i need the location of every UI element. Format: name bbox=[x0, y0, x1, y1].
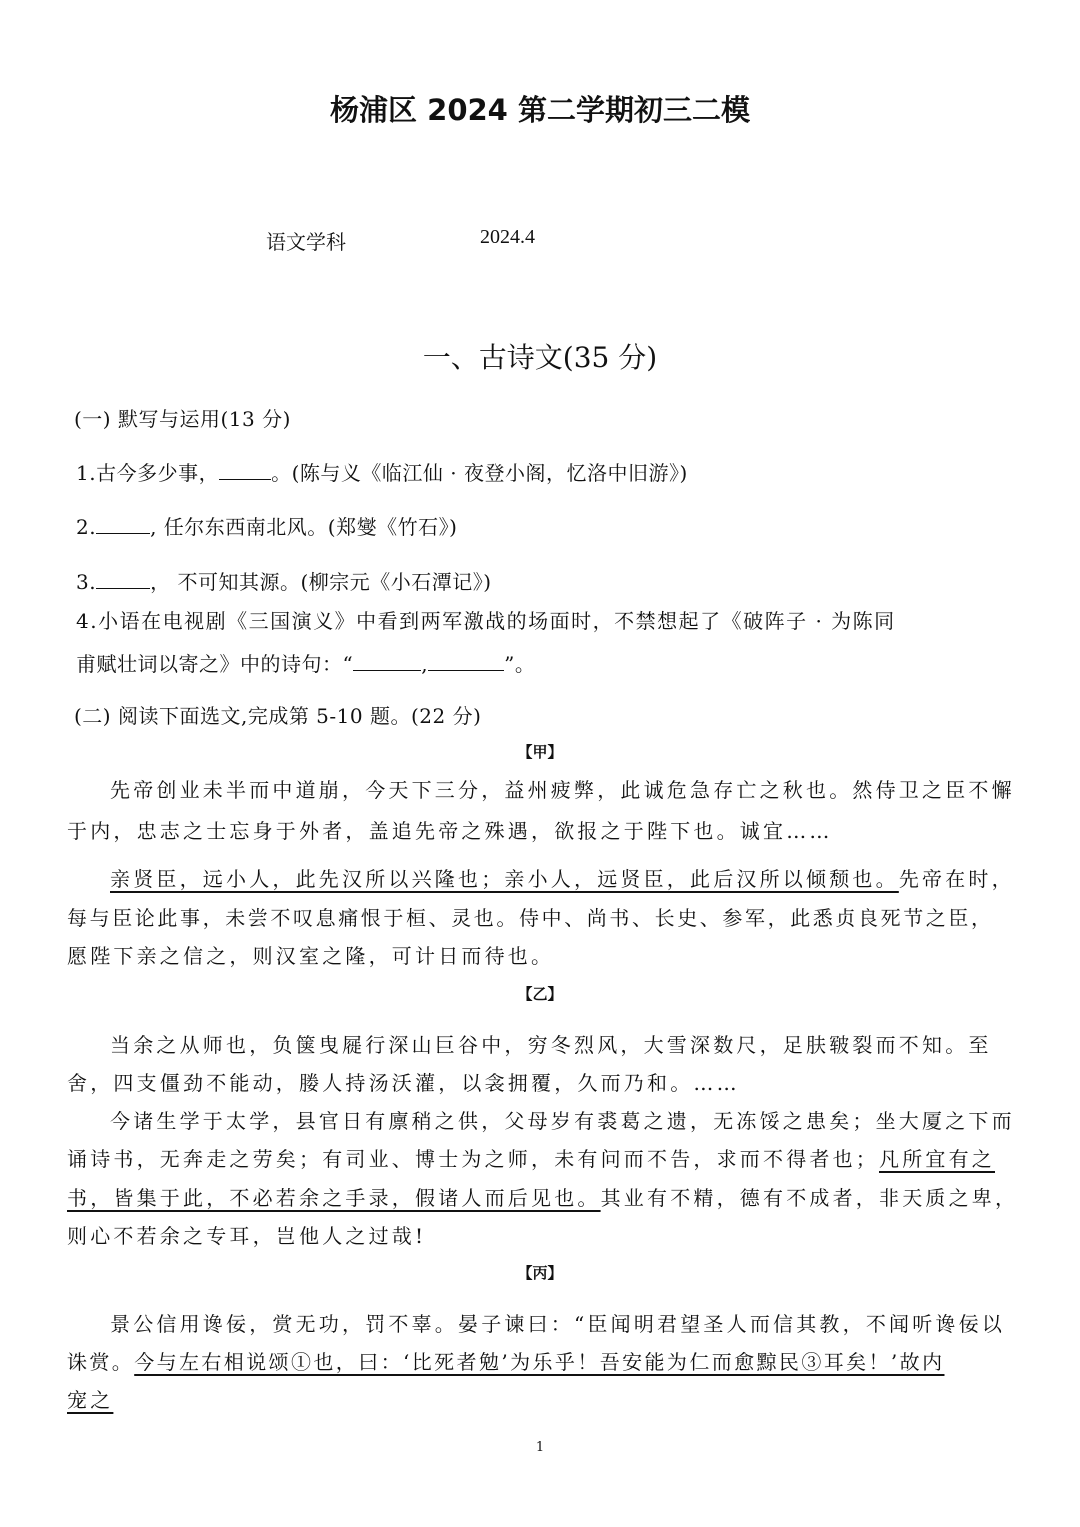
q2-text-b: , 任尔东西南北风。(郑燮《竹石》) bbox=[150, 515, 458, 539]
q3-text-a: 3. bbox=[76, 570, 97, 594]
q1-text-b: 。(陈与义《临江仙 · 夜登小阁，忆洛中旧游》) bbox=[271, 461, 688, 485]
passage-jia-line-3 bbox=[110, 863, 1015, 892]
passage-bing-underlined-a: 今与左右相说颂①也，曰：‘比死者勉’为乐乎！吾安能为仁而愈黥民③耳矣！’故内 bbox=[134, 1350, 945, 1374]
passage-bing-marker: 【丙】 bbox=[517, 1264, 563, 1282]
passage-yi-underlined-b: 书，皆集于此，不必若余之手录，假诸人而后见也。 bbox=[67, 1186, 601, 1210]
q4-text-a: 甫赋壮词以寄之》中的诗句：“ bbox=[76, 652, 354, 676]
question-4-line-2 bbox=[76, 648, 535, 677]
question-3 bbox=[76, 566, 492, 595]
passage-yi-marker: 【乙】 bbox=[517, 985, 563, 1003]
passage-jia-underlined: 亲贤臣，远小人，此先汉所以兴隆也；亲小人，远贤臣，此后汉所以倾颓也。 bbox=[110, 867, 899, 891]
q3-text-b: ， 不可知其源。(柳宗元《小石潭记》) bbox=[150, 570, 492, 594]
passage-jia-line-5: 愿陛下亲之信之，则汉室之隆，可计日而待也。 bbox=[67, 944, 555, 968]
passage-jia-line-2: 于内，忠志之士忘身于外者，盖追先帝之殊遇，欲报之于陛下也。诚宜…… bbox=[67, 819, 833, 843]
passage-yi-line-3: 今诸生学于太学，县官日有廪稍之供，父母岁有裘葛之遗，无冻馁之患矣；坐大厦之下而 bbox=[110, 1109, 1015, 1133]
passage-yi-line-1: 当余之从师也，负箧曳屣行深山巨谷中，穷冬烈风，大雪深数尺，足肤皲裂而不知。至 bbox=[110, 1033, 992, 1057]
passage-jia-line-3-rest: 先帝在时， bbox=[898, 867, 1015, 891]
q2-text-a: 2. bbox=[76, 515, 97, 539]
passage-yi-underlined-a: 凡所宜有之 bbox=[879, 1147, 995, 1171]
passage-jia-line-1: 先帝创业未半而中道崩，今天下三分，益州疲弊，此诚危急存亡之秋也。然侍卫之臣不懈 bbox=[110, 778, 1015, 802]
q4-blank-1[interactable] bbox=[353, 650, 421, 671]
q4-text-c: ”。 bbox=[504, 652, 536, 676]
q2-blank[interactable] bbox=[96, 513, 150, 534]
passage-bing-line-2-text: 诛赏。 bbox=[67, 1350, 135, 1374]
passage-jia-marker: 【甲】 bbox=[517, 743, 563, 761]
passage-jia-line-4: 每与臣论此事，未尝不叹息痛恨于桓、灵也。侍中、尚书、长史、参军，此悉贞良死节之臣， bbox=[67, 906, 994, 930]
question-4-line-1: 4.小语在电视剧《三国演义》中看到两军激战的场面时，不禁想起了《破阵子 · 为陈同 bbox=[76, 609, 896, 633]
passage-bing-underlined-b: 宠之 bbox=[67, 1388, 114, 1412]
q1-text-a: 1.古今多少事， bbox=[76, 461, 220, 485]
exam-date: 2024.4 bbox=[480, 226, 535, 248]
passage-bing-line-3 bbox=[67, 1384, 113, 1413]
passage-yi-line-5 bbox=[67, 1182, 1018, 1211]
part2-heading: (二) 阅读下面选文,完成第 5-10 题。(22 分) bbox=[74, 704, 482, 728]
passage-yi-line-6: 则心不若余之专耳，岂他人之过哉! bbox=[67, 1224, 427, 1248]
passage-yi-line-2: 舍，四支僵劲不能动，媵人持汤沃灌，以衾拥覆，久而乃和。…… bbox=[67, 1071, 740, 1095]
passage-yi-line-5-rest: 其业有不精，德有不成者，非天质之卑， bbox=[600, 1186, 1019, 1210]
passage-yi-line-4-text: 诵诗书，无奔走之劳矣；有司业、博士为之师，未有问而不告，求而不得者也； bbox=[67, 1147, 879, 1171]
passage-bing-line-2 bbox=[67, 1346, 944, 1375]
part1-heading: (一) 默写与运用(13 分) bbox=[74, 407, 291, 431]
q4-comma: , bbox=[421, 652, 429, 676]
q4-blank-2[interactable] bbox=[428, 650, 504, 671]
passage-yi-line-4 bbox=[67, 1143, 995, 1172]
q3-blank[interactable] bbox=[96, 568, 150, 589]
section-title: 一、古诗文(35 分) bbox=[422, 341, 658, 374]
page-title: 杨浦区 2024 第二学期初三二模 bbox=[330, 93, 750, 127]
passage-bing-line-1: 景公信用谗佞，赏无功，罚不辜。晏子谏曰：“臣闻明君望圣人而信其教，不闻听谗佞以 bbox=[110, 1312, 1006, 1336]
question-1 bbox=[76, 457, 688, 486]
q1-blank[interactable] bbox=[219, 459, 271, 480]
subject-label: 语文学科 bbox=[266, 230, 346, 254]
question-2 bbox=[76, 511, 457, 540]
page-number: 1 bbox=[535, 1440, 545, 1455]
